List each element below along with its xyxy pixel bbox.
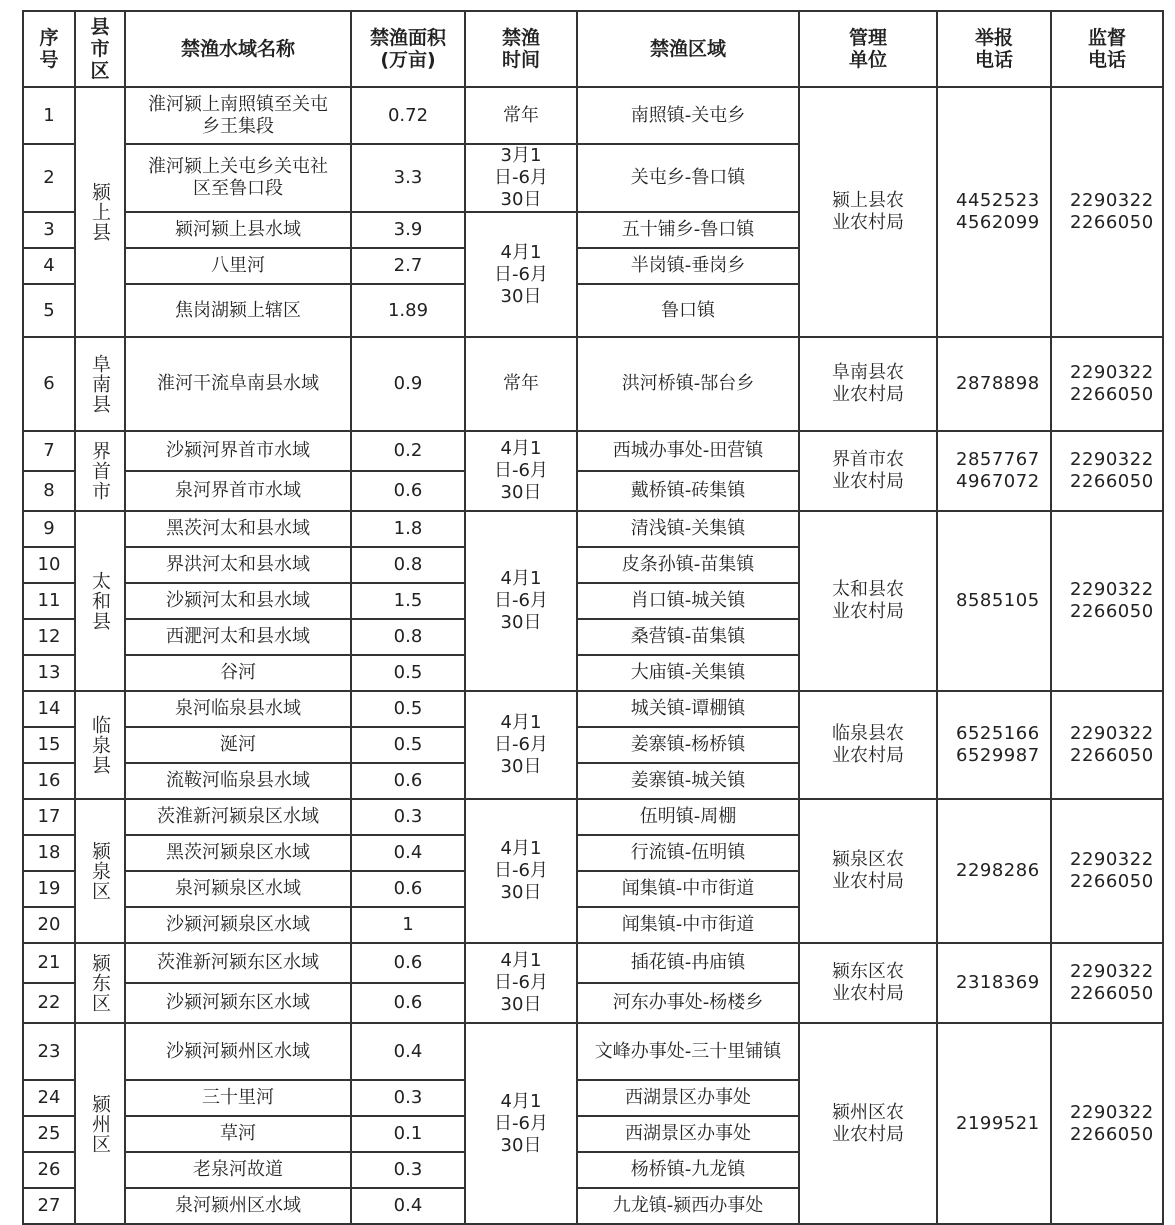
- ban-region: 行流镇-伍明镇: [577, 835, 799, 871]
- row-no: 25: [23, 1116, 75, 1152]
- header-row: [23, 11, 1163, 87]
- water-name: 黑茨河颍泉区水域: [125, 835, 351, 871]
- ban-time: 4月1日-6月30日: [465, 511, 577, 691]
- district-cell: 颍东区: [75, 943, 125, 1023]
- area-value: 0.6: [351, 471, 465, 511]
- water-name: 泉河界首市水域: [125, 471, 351, 511]
- management-unit: 颍上县农业农村局: [799, 87, 937, 337]
- ban-region: 南照镇-关屯乡: [577, 87, 799, 144]
- water-name: 草河: [125, 1116, 351, 1152]
- water-name: 颍河颍上县水域: [125, 212, 351, 248]
- supervise-phone: 2290322 2266050: [1051, 337, 1163, 431]
- ban-region: 戴桥镇-砖集镇: [577, 471, 799, 511]
- area-value: 0.1: [351, 1116, 465, 1152]
- area-value: 0.9: [351, 337, 465, 431]
- ban-region: 文峰办事处-三十里铺镇: [577, 1023, 799, 1080]
- ban-region: 城关镇-谭棚镇: [577, 691, 799, 727]
- ban-time: 3月1日-6月30日: [465, 144, 577, 212]
- row-no: 26: [23, 1152, 75, 1188]
- ban-region: 西湖景区办事处: [577, 1116, 799, 1152]
- row-no: 10: [23, 547, 75, 583]
- supervise-phone: 2290322 2266050: [1051, 943, 1163, 1023]
- area-value: 0.5: [351, 691, 465, 727]
- area-value: 3.9: [351, 212, 465, 248]
- water-name: 沙颍河太和县水域: [125, 583, 351, 619]
- area-value: 0.5: [351, 727, 465, 763]
- report-phone: 2318369: [937, 943, 1051, 1023]
- table-row: [23, 431, 1163, 471]
- water-name: 流鞍河临泉县水域: [125, 763, 351, 799]
- ban-region: 鲁口镇: [577, 284, 799, 337]
- area-value: 0.2: [351, 431, 465, 471]
- district-cell: 太和县: [75, 511, 125, 691]
- district-cell: 界首市: [75, 431, 125, 511]
- ban-region: 杨桥镇-九龙镇: [577, 1152, 799, 1188]
- area-value: 0.72: [351, 87, 465, 144]
- row-no: 12: [23, 619, 75, 655]
- ban-region: 半岗镇-垂岗乡: [577, 248, 799, 284]
- ban-region: 闻集镇-中市街道: [577, 871, 799, 907]
- water-name: 八里河: [125, 248, 351, 284]
- header-district: 县市区: [75, 11, 125, 87]
- ban-region: 闻集镇-中市街道: [577, 907, 799, 943]
- ban-time: 4月1日-6月30日: [465, 691, 577, 799]
- water-name: 老泉河故道: [125, 1152, 351, 1188]
- supervise-phone: 2290322 2266050: [1051, 87, 1163, 337]
- ban-region: 五十铺乡-鲁口镇: [577, 212, 799, 248]
- district-cell: 颍上县: [75, 87, 125, 337]
- ban-region: 肖口镇-城关镇: [577, 583, 799, 619]
- management-unit: 阜南县农业农村局: [799, 337, 937, 431]
- report-phone: 4452523 4562099: [937, 87, 1051, 337]
- header-time: 禁渔时间: [465, 11, 577, 87]
- area-value: 3.3: [351, 144, 465, 212]
- row-no: 27: [23, 1188, 75, 1224]
- ban-region: 伍明镇-周棚: [577, 799, 799, 835]
- ban-region: 清浅镇-关集镇: [577, 511, 799, 547]
- ban-region: 关屯乡-鲁口镇: [577, 144, 799, 212]
- area-value: 0.6: [351, 871, 465, 907]
- ban-time: 4月1日-6月30日: [465, 943, 577, 1023]
- ban-region: 九龙镇-颍西办事处: [577, 1188, 799, 1224]
- management-unit: 临泉县农业农村局: [799, 691, 937, 799]
- area-value: 0.8: [351, 619, 465, 655]
- row-no: 13: [23, 655, 75, 691]
- management-unit: 颍东区农业农村局: [799, 943, 937, 1023]
- area-value: 0.4: [351, 1188, 465, 1224]
- area-value: 1.8: [351, 511, 465, 547]
- table-row: [23, 337, 1163, 431]
- ban-time: 常年: [465, 337, 577, 431]
- supervise-phone: 2290322 2266050: [1051, 799, 1163, 943]
- table-row: [23, 691, 1163, 727]
- ban-time: 4月1日-6月30日: [465, 1023, 577, 1224]
- water-name: 泉河临泉县水域: [125, 691, 351, 727]
- row-no: 19: [23, 871, 75, 907]
- water-name: 三十里河: [125, 1080, 351, 1116]
- water-name: 沙颍河颍东区水域: [125, 983, 351, 1023]
- ban-region: 大庙镇-关集镇: [577, 655, 799, 691]
- ban-region: 西湖景区办事处: [577, 1080, 799, 1116]
- district-cell: 阜南县: [75, 337, 125, 431]
- row-no: 24: [23, 1080, 75, 1116]
- ban-time: 常年: [465, 87, 577, 144]
- header-area: 禁渔面积(万亩): [351, 11, 465, 87]
- water-name: 焦岗湖颍上辖区: [125, 284, 351, 337]
- area-value: 0.8: [351, 547, 465, 583]
- header-region: 禁渔区域: [577, 11, 799, 87]
- header-name: 禁渔水域名称: [125, 11, 351, 87]
- area-value: 0.6: [351, 763, 465, 799]
- water-name: 沙颍河颍州区水域: [125, 1023, 351, 1080]
- water-name: 茨淮新河颍泉区水域: [125, 799, 351, 835]
- table-row: [23, 511, 1163, 547]
- header-unit: 管理单位: [799, 11, 937, 87]
- row-no: 2: [23, 144, 75, 212]
- supervise-phone: 2290322 2266050: [1051, 511, 1163, 691]
- row-no: 1: [23, 87, 75, 144]
- water-name: 黑茨河太和县水域: [125, 511, 351, 547]
- ban-region: 姜寨镇-城关镇: [577, 763, 799, 799]
- water-name: 沙颍河颍泉区水域: [125, 907, 351, 943]
- water-name: 界洪河太和县水域: [125, 547, 351, 583]
- water-name: 淮河干流阜南县水域: [125, 337, 351, 431]
- area-value: 0.3: [351, 1080, 465, 1116]
- water-name: 谷河: [125, 655, 351, 691]
- water-name: 西淝河太和县水域: [125, 619, 351, 655]
- ban-region: 姜寨镇-杨桥镇: [577, 727, 799, 763]
- row-no: 9: [23, 511, 75, 547]
- area-value: 0.4: [351, 835, 465, 871]
- district-cell: 临泉县: [75, 691, 125, 799]
- report-phone: 8585105: [937, 511, 1051, 691]
- area-value: 1.5: [351, 583, 465, 619]
- table-row: [23, 799, 1163, 835]
- area-value: 0.5: [351, 655, 465, 691]
- district-cell: 颍泉区: [75, 799, 125, 943]
- row-no: 23: [23, 1023, 75, 1080]
- row-no: 16: [23, 763, 75, 799]
- header-no: 序号: [23, 11, 75, 87]
- row-no: 6: [23, 337, 75, 431]
- water-name: 泉河颍泉区水域: [125, 871, 351, 907]
- area-value: 0.3: [351, 1152, 465, 1188]
- ban-region: 西城办事处-田营镇: [577, 431, 799, 471]
- ban-region: 河东办事处-杨楼乡: [577, 983, 799, 1023]
- row-no: 5: [23, 284, 75, 337]
- report-phone: 2857767 4967072: [937, 431, 1051, 511]
- district-cell: 颍州区: [75, 1023, 125, 1224]
- row-no: 7: [23, 431, 75, 471]
- area-value: 2.7: [351, 248, 465, 284]
- row-no: 22: [23, 983, 75, 1023]
- fishing-ban-table: [22, 10, 1164, 1225]
- row-no: 8: [23, 471, 75, 511]
- header-report: 举报电话: [937, 11, 1051, 87]
- ban-time: 4月1日-6月30日: [465, 431, 577, 511]
- row-no: 11: [23, 583, 75, 619]
- ban-region: 洪河桥镇-郜台乡: [577, 337, 799, 431]
- management-unit: 界首市农业农村局: [799, 431, 937, 511]
- supervise-phone: 2290322 2266050: [1051, 691, 1163, 799]
- ban-region: 桑营镇-苗集镇: [577, 619, 799, 655]
- table-row: [23, 1023, 1163, 1080]
- row-no: 14: [23, 691, 75, 727]
- ban-region: 插花镇-冉庙镇: [577, 943, 799, 983]
- row-no: 17: [23, 799, 75, 835]
- water-name: 涎河: [125, 727, 351, 763]
- water-name: 淮河颍上关屯乡关屯社区至鲁口段: [125, 144, 351, 212]
- water-name: 沙颍河界首市水域: [125, 431, 351, 471]
- area-value: 0.4: [351, 1023, 465, 1080]
- ban-region: 皮条孙镇-苗集镇: [577, 547, 799, 583]
- water-name: 泉河颍州区水域: [125, 1188, 351, 1224]
- row-no: 4: [23, 248, 75, 284]
- area-value: 1.89: [351, 284, 465, 337]
- report-phone: 6525166 6529987: [937, 691, 1051, 799]
- row-no: 3: [23, 212, 75, 248]
- report-phone: 2199521: [937, 1023, 1051, 1224]
- ban-time: 4月1日-6月30日: [465, 212, 577, 337]
- report-phone: 2878898: [937, 337, 1051, 431]
- water-name: 茨淮新河颍东区水域: [125, 943, 351, 983]
- row-no: 21: [23, 943, 75, 983]
- area-value: 0.6: [351, 943, 465, 983]
- row-no: 20: [23, 907, 75, 943]
- ban-time: 4月1日-6月30日: [465, 799, 577, 943]
- area-value: 0.3: [351, 799, 465, 835]
- table-row: [23, 943, 1163, 983]
- table-row: [23, 87, 1163, 144]
- supervise-phone: 2290322 2266050: [1051, 431, 1163, 511]
- management-unit: 颍泉区农业农村局: [799, 799, 937, 943]
- header-supervise: 监督电话: [1051, 11, 1163, 87]
- water-name: 淮河颍上南照镇至关屯乡王集段: [125, 87, 351, 144]
- area-value: 1: [351, 907, 465, 943]
- management-unit: 颍州区农业农村局: [799, 1023, 937, 1224]
- row-no: 18: [23, 835, 75, 871]
- supervise-phone: 2290322 2266050: [1051, 1023, 1163, 1224]
- row-no: 15: [23, 727, 75, 763]
- area-value: 0.6: [351, 983, 465, 1023]
- report-phone: 2298286: [937, 799, 1051, 943]
- management-unit: 太和县农业农村局: [799, 511, 937, 691]
